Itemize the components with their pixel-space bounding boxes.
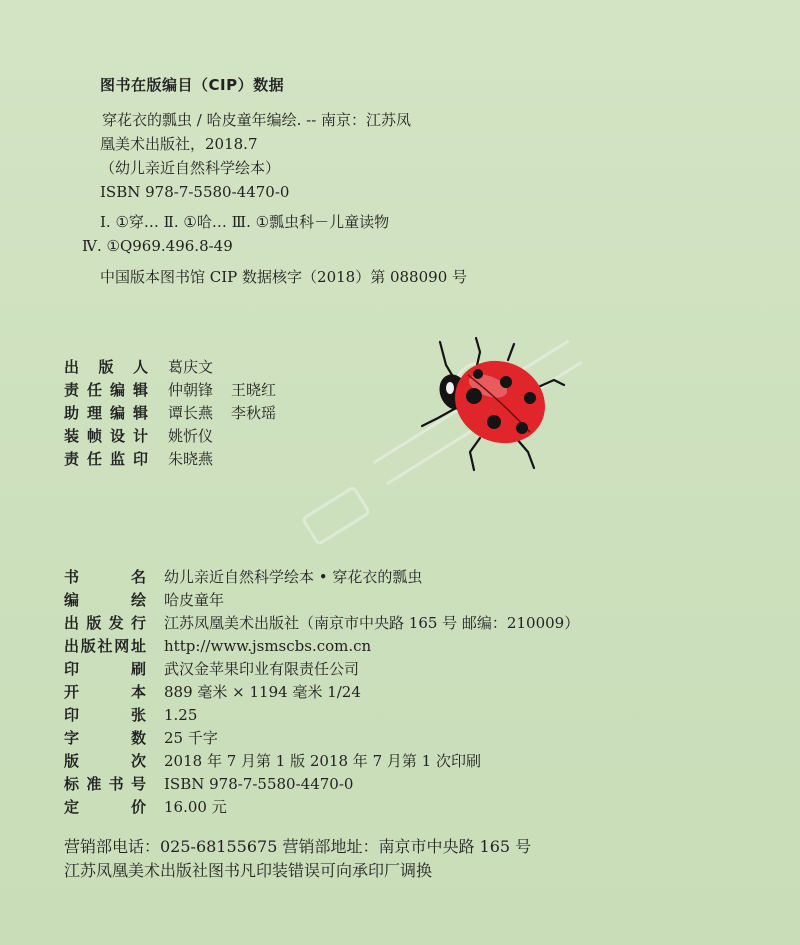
info-value: ISBN 978-7-5580-4470-0 [164,775,354,793]
info-value: 889 毫米 × 1194 毫米 1/24 [164,683,361,701]
cip-line: 凰美术出版社，2018.7 [100,135,258,153]
classification-line: Ⅳ. ①Q969.496.8-49 [82,237,233,255]
info-value: 哈皮童年 [164,591,225,609]
info-value: 2018 年 7 月第 1 版 2018 年 7 月第 1 次印刷 [164,752,481,770]
staff-row [64,402,276,425]
info-label: 编绘 [64,591,146,609]
info-value: 25 千字 [164,729,218,747]
marketing-contact: 营销部电话：025-68155675 营销部地址：南京市中央路 165 号 [64,837,532,856]
cip-classification [82,210,389,258]
info-label: 标准书号 [64,775,146,793]
info-label: 出版社网址 [64,637,146,655]
footer-notes [64,835,531,883]
cip-number: 中国版本图书馆 CIP 数据核字（2018）第 088090 号 [100,268,468,286]
staff-list [64,356,276,471]
info-value: 武汉金苹果印业有限责任公司 [164,660,360,678]
info-label: 版次 [64,752,146,770]
info-row [64,773,579,796]
staff-row [64,356,276,379]
staff-value-secondary: 李秋瑶 [231,404,277,422]
info-row [64,635,579,658]
info-row [64,727,579,750]
info-value: 1.25 [164,706,198,724]
staff-row [64,379,276,402]
info-row [64,681,579,704]
info-label: 书名 [64,568,146,586]
info-value: http://www.jsmscbs.com.cn [164,637,372,655]
staff-value: 仲朝锋 [168,381,214,399]
staff-label: 出版人 [64,358,148,376]
staff-row [64,448,276,471]
info-value: 幼儿亲近自然科学绘本 • 穿花衣的瓢虫 [164,568,423,586]
ladybug-illustration [418,330,578,475]
info-label: 开本 [64,683,146,701]
staff-label: 助理编辑 [64,404,148,422]
book-info-list [64,566,579,819]
staff-label: 装帧设计 [64,427,148,445]
print-error-notice: 江苏凤凰美术出版社图书凡印装错误可向承印厂调换 [64,861,433,880]
staff-value: 谭长燕 [168,404,214,422]
staff-value: 姚忻仪 [168,427,214,445]
cip-title: 图书在版编目（CIP）数据 [100,76,285,94]
info-label: 定价 [64,798,146,816]
info-row [64,612,579,635]
cip-record [100,108,411,204]
info-value: 江苏凤凰美术出版社（南京市中央路 165 号 邮编：210009） [164,614,580,632]
cip-line: 穿花衣的瓢虫 / 哈皮童年编绘. -- 南京：江苏凤 [102,111,412,129]
info-label: 印张 [64,706,146,724]
staff-value: 葛庆文 [168,358,214,376]
info-label: 字数 [64,729,146,747]
info-row [64,589,579,612]
info-value: 16.00 元 [164,798,227,816]
staff-row [64,425,276,448]
cip-line: （幼儿亲近自然科学绘本） [100,159,281,177]
info-label: 印刷 [64,660,146,678]
classification-line: Ⅰ. ①穿… Ⅱ. ①哈… Ⅲ. ①瓢虫科－儿童读物 [100,213,390,231]
info-row [64,704,579,727]
info-row [64,658,579,681]
staff-label: 责任监印 [64,450,148,468]
info-row [64,796,579,819]
info-row [64,750,579,773]
staff-value-secondary: 王晓红 [231,381,277,399]
staff-label: 责任编辑 [64,381,148,399]
cip-line: ISBN 978-7-5580-4470-0 [100,183,290,201]
info-row [64,566,579,589]
staff-value: 朱晓燕 [168,450,214,468]
info-label: 出版发行 [64,614,146,632]
